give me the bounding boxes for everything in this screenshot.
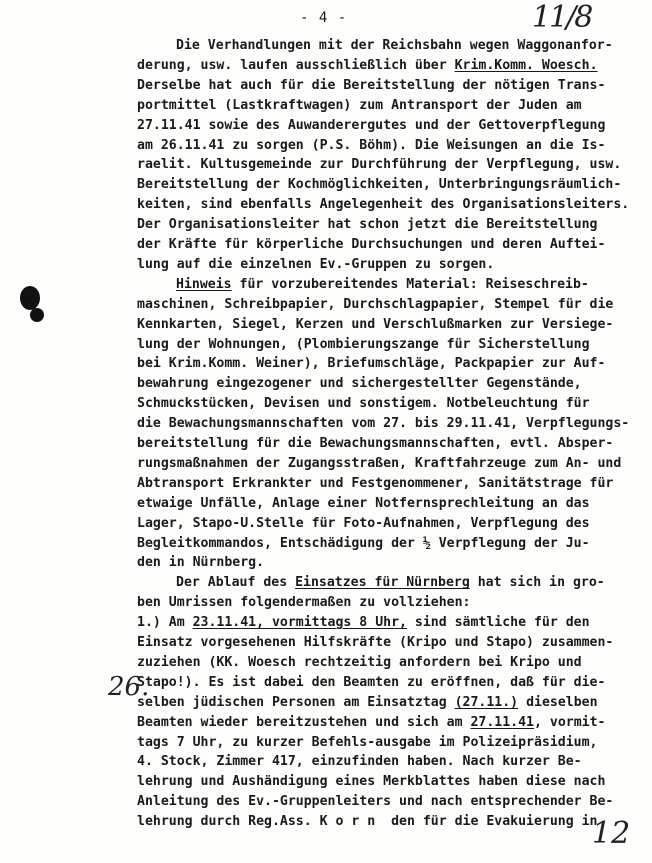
text-segment: maschinen, Schreibpapier, Durchschlagpapier, Stempel für die <box>137 296 614 312</box>
text-segment: 1.) Am <box>137 615 193 631</box>
text-segment: Beamten wieder bereitzustehen und sich am <box>137 714 471 730</box>
handwritten-margin-note: 26. <box>108 672 150 702</box>
text-segment: lehrung und Aushändigung eines Merkblattes haben diese nach <box>137 774 606 790</box>
text-segment: rungsmaßnahmen der Zugangsstraßen, Kraftfahrzeuge zum An- und <box>137 455 622 471</box>
text-segment: etwaige Unfälle, Anlage einer Notfernsprechleitung an das <box>137 495 590 511</box>
text-segment: Die Verhandlungen mit der Reichsbahn wegen Waggonanfor- <box>176 38 613 53</box>
text-segment: 4. Stock, Zimmer 417, einzufinden haben. Nach kurzer Be- <box>137 754 582 770</box>
text-segment: 27.11.41 sowie des Auwanderergutes und der Gettoverpflegung <box>137 117 606 133</box>
text-line <box>137 76 605 96</box>
text-line <box>137 414 629 434</box>
text-line <box>137 116 605 136</box>
text-segment: Anleitung des Ev.-Gruppenleiters und nach entsprechender Be- <box>137 794 614 810</box>
text-line <box>137 733 598 753</box>
text-line <box>137 553 264 573</box>
text-segment: hat sich in gro- <box>469 575 605 591</box>
handwritten-folio-number: 11/8 <box>532 0 592 35</box>
text-segment: Kennkarten, Siegel, Kerzen und Verschlußmarken zur Versiege- <box>137 316 614 332</box>
text-line <box>137 633 613 653</box>
text-segment: am 26.11.41 zu sorgen (P.S. Böhm). Die Weisungen an die Is- <box>137 137 606 153</box>
page-number: - 4 - <box>300 10 348 26</box>
text-segment: Bereitstellung der Kochmöglichkeiten, Unterbringungsräumlich- <box>137 177 622 193</box>
text-line <box>137 454 621 474</box>
text-segment: lung auf die einzelnen Ev.-Gruppen zu sorgen. <box>137 256 495 272</box>
underlined-text: 23.11.41, vormittags 8 Uhr, <box>192 615 407 631</box>
text-line <box>137 653 582 673</box>
text-segment: der Kräfte für körperliche Durchsuchungen und deren Auftei- <box>137 237 606 252</box>
text-segment: Stapo!). Es ist dabei den Beamten zu eröffnen, daß für die- <box>137 674 606 690</box>
text-segment: Einsatz vorgesehenen Hilfskräfte (Kripo und Stapo) zusammen- <box>137 635 614 650</box>
text-line <box>137 374 582 394</box>
text-line <box>137 354 605 374</box>
text-line <box>176 573 605 593</box>
text-segment: ben Umrissen folgendermaßen zu vollziehen: <box>137 595 471 611</box>
text-segment: portmittel (Lastkraftwagen) zum Antransport der Juden am <box>137 97 582 113</box>
text-segment: Schmuckstücken, Devisen und sonstigem. Notbeleuchtung für <box>137 396 590 412</box>
text-segment: die Bewachungsmannschaften vom 27. bis 29.11.41, Verpflegungs- <box>137 416 630 432</box>
text-line <box>137 613 590 633</box>
text-segment: Der Ablauf des <box>176 575 296 591</box>
text-line <box>137 96 582 116</box>
text-line <box>137 474 613 494</box>
text-line <box>137 772 605 792</box>
handwritten-bottom-number: 12 <box>592 816 631 851</box>
text-line <box>137 534 590 554</box>
punch-hole <box>20 286 40 310</box>
punch-hole <box>30 308 44 322</box>
text-line <box>137 195 629 215</box>
text-segment: lehrung durch Reg.Ass. K o r n den für die Evakuierung in <box>137 814 598 830</box>
text-segment: dieselben <box>518 694 598 710</box>
text-line <box>137 434 613 454</box>
text-line <box>137 752 582 772</box>
text-segment: zuziehen (KK. Woesch rechtzeitig anfordern bei Kripo und <box>137 654 582 670</box>
text-line <box>137 235 605 255</box>
text-line <box>137 494 590 514</box>
text-line <box>137 175 621 195</box>
text-segment: lung der Wohnungen, (Plombierungszange für Sicherstellung <box>137 336 590 352</box>
text-segment: , vormit- <box>534 714 606 730</box>
underlined-text: 27.11.41 <box>470 714 534 730</box>
text-segment: tags 7 Uhr, zu kurzer Befehls-ausgabe im Polizeipräsidium, <box>137 734 598 750</box>
text-segment: selben jüdischen Personen am Einsatztag <box>137 694 455 710</box>
text-segment: Derselbe hat auch für die Bereitstellung der nötigen Trans- <box>137 77 606 93</box>
underlined-text: Krim.Komm. Woesch. <box>454 57 598 73</box>
underlined-text: (27.11.) <box>454 694 519 710</box>
text-line <box>137 155 621 175</box>
text-line <box>137 295 613 315</box>
underlined-text: Hinweis <box>176 276 232 292</box>
text-segment: bereitstellung für die Bewachungsmannschaften, evtl. Absper- <box>137 436 614 451</box>
text-line <box>137 335 590 355</box>
text-segment: den in Nürnberg. <box>137 555 265 571</box>
text-segment: Der Organisationsleiter hat schon jetzt die Bereitstellung <box>137 217 598 233</box>
text-segment: raelit. Kultusgemeinde zur Durchführung der Verpflegung, usw. <box>137 157 622 173</box>
text-line <box>137 215 598 235</box>
text-segment: Lager, Stapo-U.Stelle für Foto-Aufnahmen, Verpflegung des <box>137 515 590 531</box>
text-segment: Begleitkommandos, Entschädigung der ½ Verpflegung der Ju- <box>137 535 590 551</box>
text-line <box>137 136 605 156</box>
text-line <box>137 56 598 76</box>
text-line <box>137 514 590 534</box>
text-segment: sind sämtliche für den <box>406 615 590 631</box>
text-segment: bewahrung eingezogener und sichergestellter Gegenstände, <box>137 376 582 392</box>
underlined-text: Einsatzes für Nürnberg <box>295 575 470 591</box>
text-segment: für vorzubereitendes Material: Reiseschreib- <box>231 276 589 292</box>
text-line <box>137 593 470 613</box>
text-line <box>137 673 605 693</box>
text-line <box>176 275 589 295</box>
text-segment: bei Krim.Komm. Weiner), Briefumschläge, Packpapier zur Auf- <box>137 356 606 372</box>
text-line <box>137 693 598 713</box>
text-line <box>137 713 605 733</box>
text-line <box>137 255 494 275</box>
text-segment: keiten, sind ebenfalls Angelegenheit des Organisationsleiters. <box>137 197 630 213</box>
text-segment: Abtransport Erkrankter und Festgenommener, Sanitätstrage für <box>137 475 614 491</box>
text-line <box>137 315 613 335</box>
text-line <box>137 812 598 832</box>
text-segment: derung, usw. laufen ausschließlich über <box>137 57 455 73</box>
text-line <box>137 394 590 414</box>
text-line <box>137 792 613 812</box>
text-line <box>176 36 613 56</box>
